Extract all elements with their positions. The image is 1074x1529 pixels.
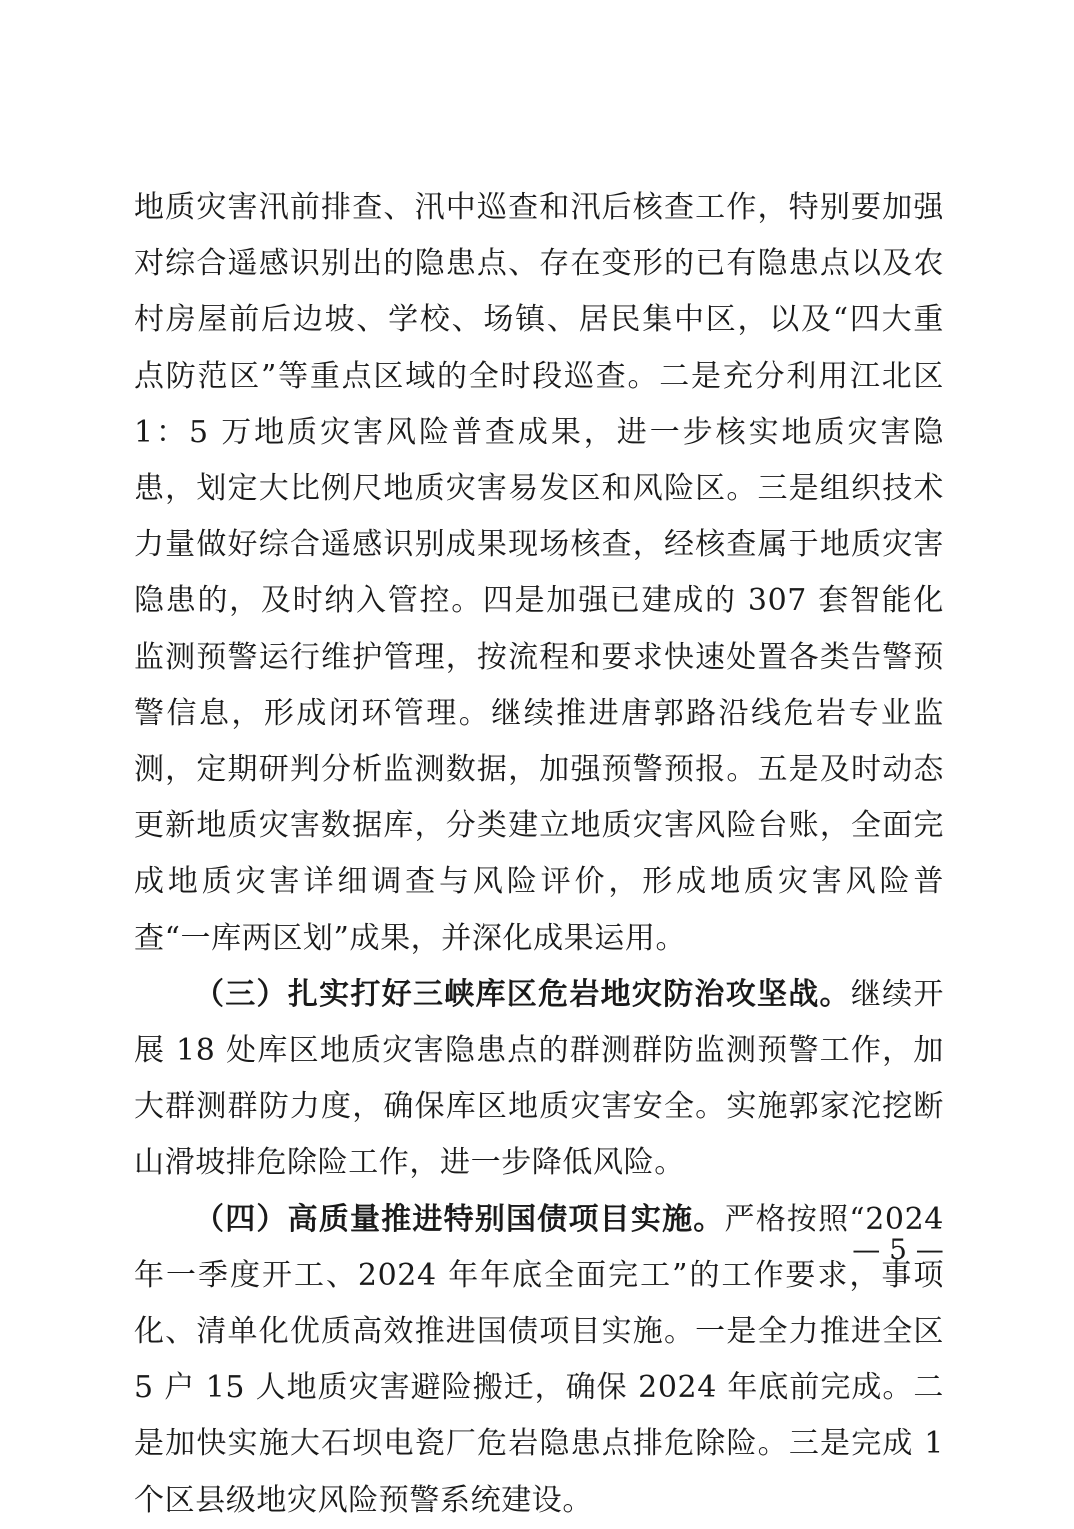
paragraph-section-three [134,967,944,1192]
paragraph-text: 严格按照“2024 年一季度开工、2024 年年底全面完工”的工作要求，事项化、清单化优质高效推进国债项目实施。一是全力推进全区 5 户 15 人地质灾害避险搬迁，确保 2024 年底前完成。二是加快实施大石坝电瓷厂危岩隐患点排危除险。三是完成 1 个区县级地灾风险预警系统建设。 [134,1201,944,1518]
paragraph-section-four [134,1192,944,1529]
paragraph-text: 继续开展 18 处库区地质灾害隐患点的群测群防监测预警工作，加大群测群防力度，确保库区地质灾害安全。实施郭家沱挖断山滑坡排危除险工作，进一步降低风险。 [134,976,944,1181]
document-body [134,180,944,1529]
section-heading: （三）扎实打好三峡库区危岩地灾防治攻坚战。 [194,976,851,1012]
page-number: — 5 — [852,1233,944,1266]
paragraph-continuation [134,180,944,967]
paragraph-text: 地质灾害汛前排查、汛中巡查和汛后核查工作，特别要加强对综合遥感识别出的隐患点、存在变形的已有隐患点以及农村房屋前后边坡、学校、场镇、居民集中区，以及“四大重点防范区”等重点区域的全时段巡查。二是充分利用江北区 1：5 万地质灾害风险普查成果，进一步核实地质灾害隐患，划定大比例尺地质灾害易发区和风险区。三是组织技术力量做好综合遥感识别成果现场核查，经核查属于地质灾害隐患的，及时纳入管控。四是加强已建成的 307 套智能化监测预警运行维护管理，按流程和要求快速处置各类告警预警信息，形成闭环管理。继续推进唐郭路沿线危岩专业监测，定期研判分析监测数据，加强预警预报。五是及时动态更新地质灾害数据库，分类建立地质灾害风险台账，全面完成地质灾害详细调查与风险评价，形成地质灾害风险普查“一库两区划”成果，并深化成果运用。 [134,190,944,956]
section-heading: （四）高质量推进特别国债项目实施。 [194,1201,725,1237]
